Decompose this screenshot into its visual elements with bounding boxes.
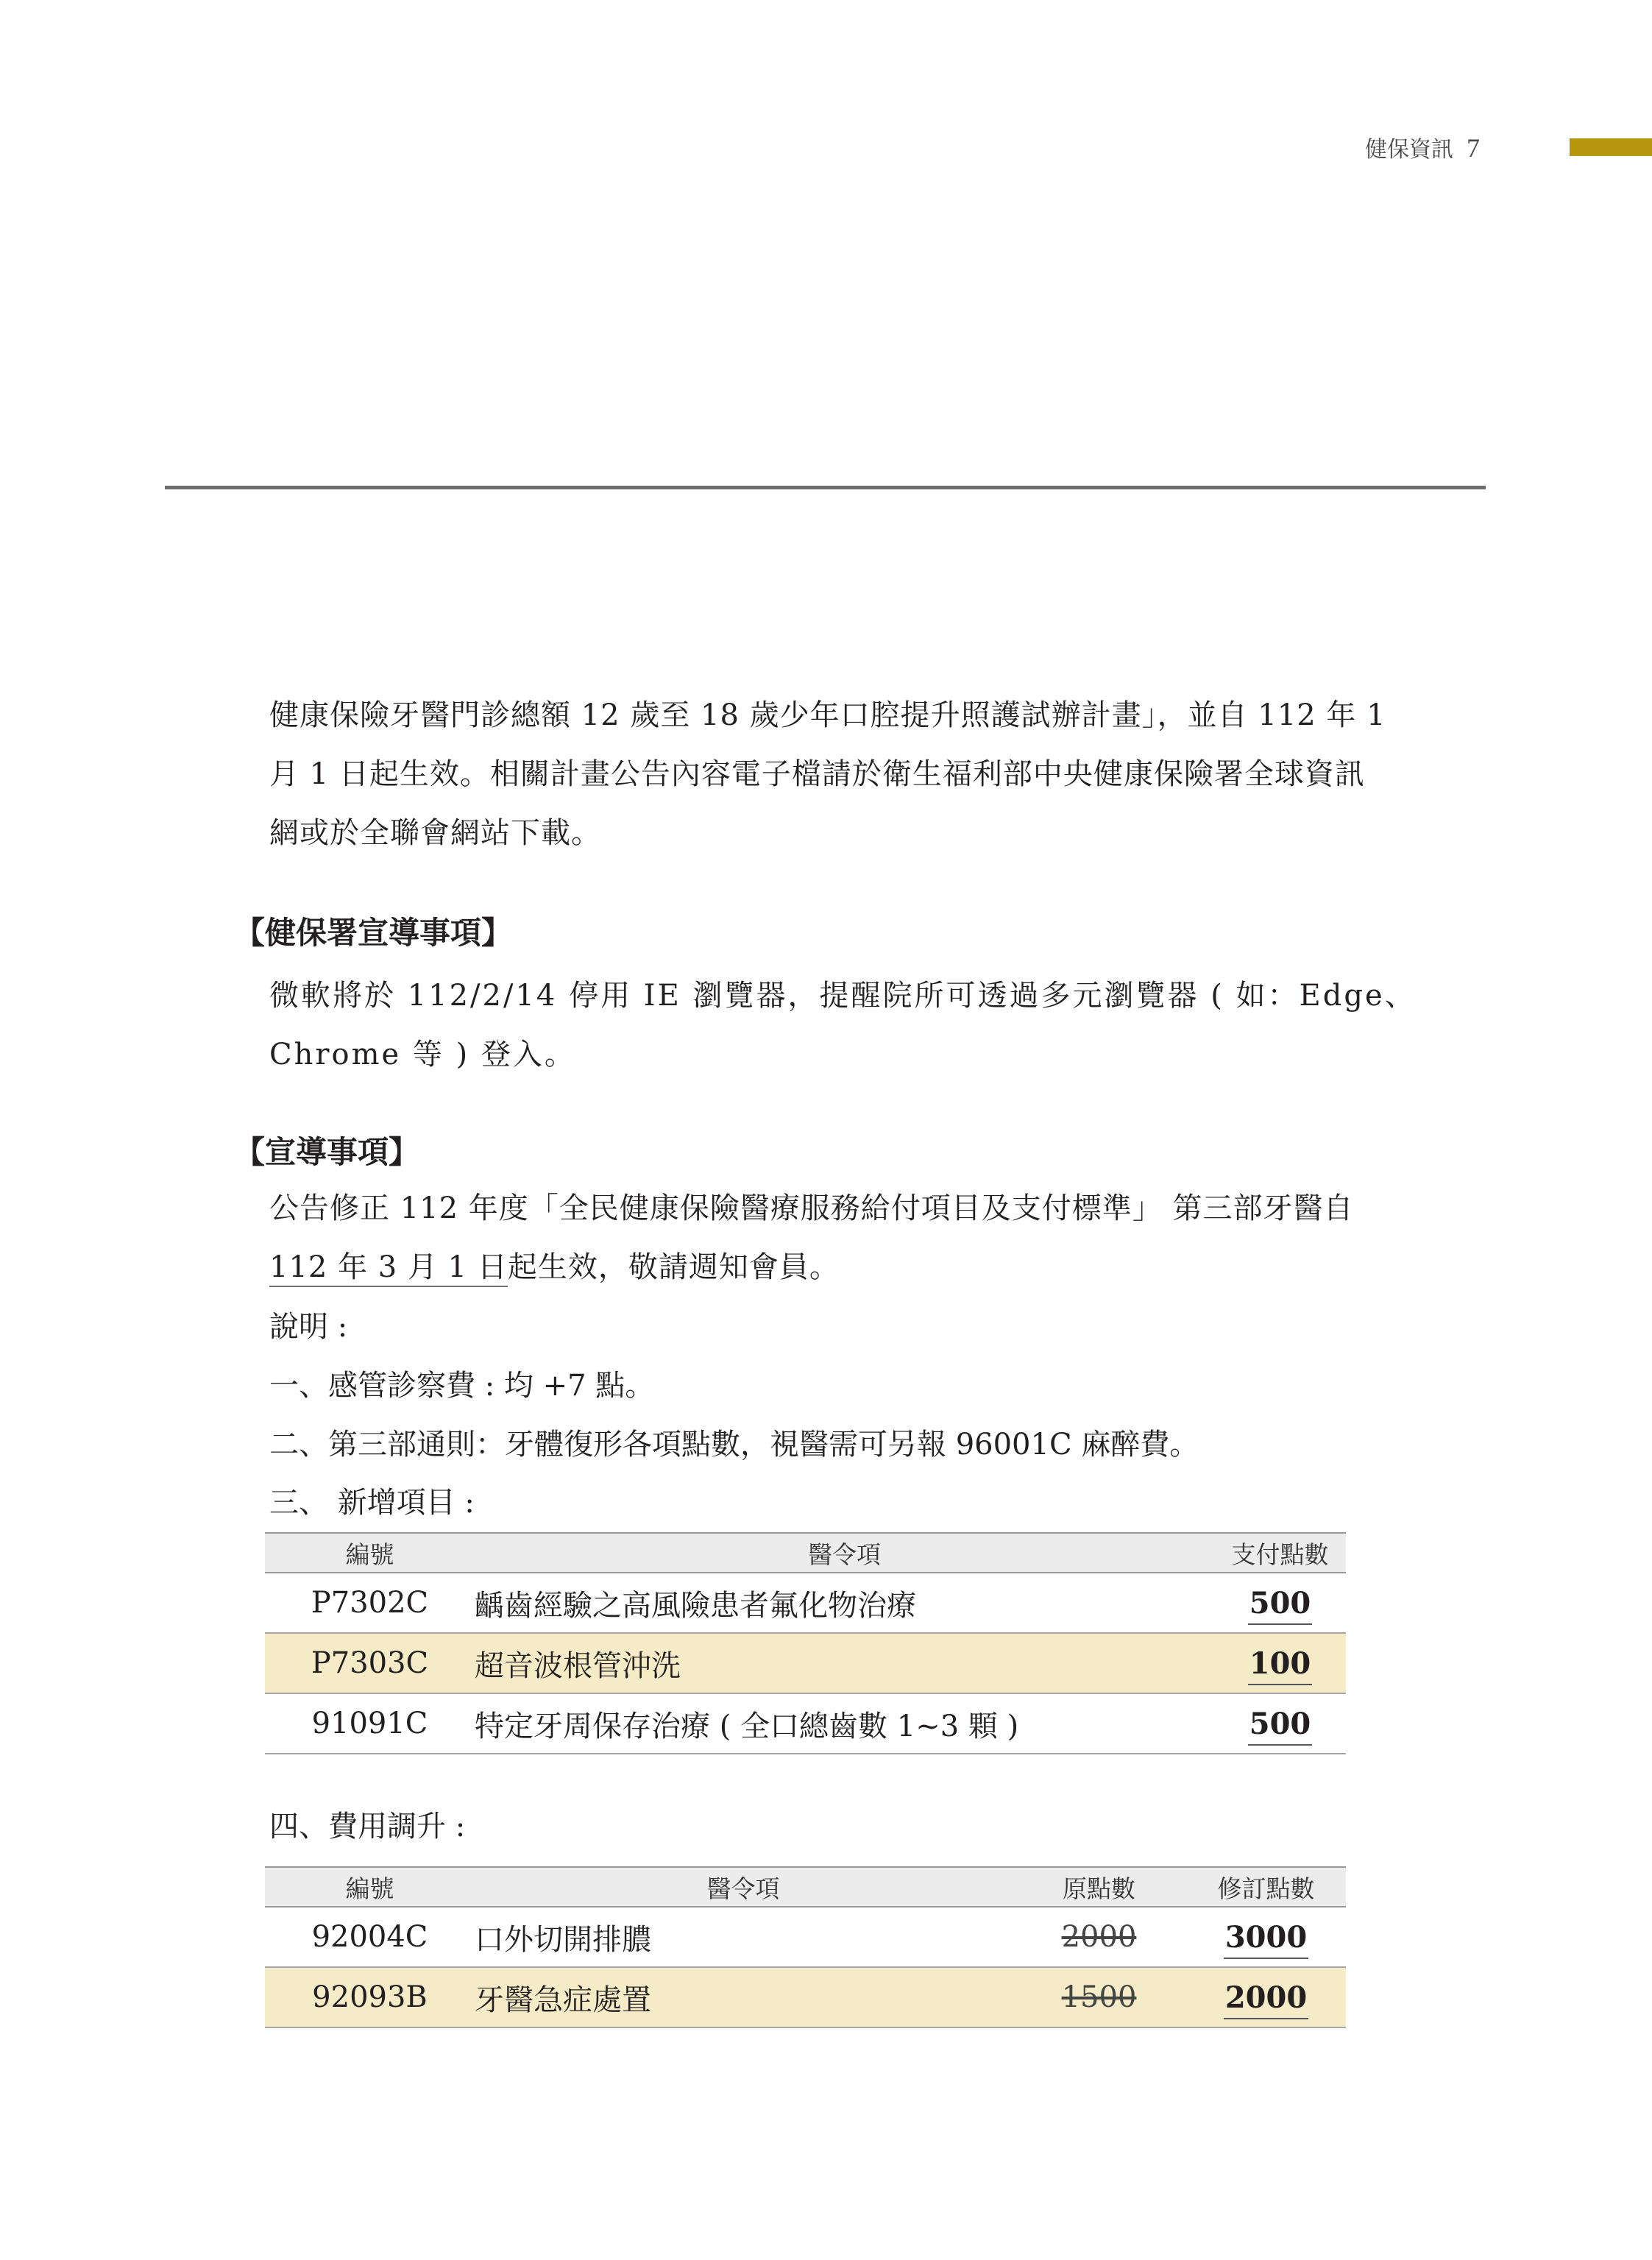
accent-bar xyxy=(1570,138,1652,156)
header-item: 醫令項 xyxy=(475,1533,1214,1573)
new-items-table xyxy=(265,1532,1346,1754)
table-header-row xyxy=(265,1533,1346,1573)
notice-line-1: 公告修正 112 年度「全民健康保險醫療服務給付項目及支付標準」 第三部牙醫自 xyxy=(269,1191,1354,1225)
page-number: 7 xyxy=(1467,133,1480,163)
header-code: 編號 xyxy=(265,1533,475,1573)
row-points: 500 xyxy=(1248,1586,1313,1625)
explain-item-2: 二、第三部通則：牙體復形各項點數，視醫需可另報 96001C 麻醉費。 xyxy=(269,1428,1199,1462)
table-row xyxy=(265,1573,1346,1633)
row-points: 500 xyxy=(1248,1707,1313,1746)
table-row xyxy=(265,1633,1346,1693)
nhi-notice-title: 【健保署宣導事項】 xyxy=(234,915,513,951)
row-code: 92093B xyxy=(265,1967,475,2027)
nhi-notice-line-2: Chrome 等 ) 登入。 xyxy=(269,1038,576,1071)
header-code: 編號 xyxy=(265,1867,475,1907)
header-new-points: 修訂點數 xyxy=(1186,1867,1346,1907)
notice-line-2: 起生效，敬請週知會員。 xyxy=(507,1250,840,1284)
row-new-points: 2000 xyxy=(1224,1980,1308,2019)
explain-item-4: 四、費用調升 : xyxy=(269,1810,466,1843)
effective-date: 112 年 3 月 1 日 xyxy=(269,1250,508,1287)
nhi-notice-paragraph xyxy=(269,966,1491,1084)
table-row xyxy=(265,1693,1346,1754)
row-code: P7302C xyxy=(265,1573,475,1633)
row-item: 口外切開排膿 xyxy=(475,1907,1012,1967)
row-item: 特定牙周保存治療 ( 全口總齒數 1~3 顆 ) xyxy=(475,1693,1214,1754)
header-item: 醫令項 xyxy=(475,1867,1012,1907)
section-name: 健保資訊 xyxy=(1365,137,1453,163)
row-item: 超音波根管沖洗 xyxy=(475,1633,1214,1693)
table-row xyxy=(265,1967,1346,2027)
running-header xyxy=(1365,130,1480,166)
intro-line-2: 月 1 日起生效。相關計畫公告內容電子檔請於衛生福利部中央健康保險署全球資訊 xyxy=(269,757,1365,791)
row-code: P7303C xyxy=(265,1633,475,1693)
row-old-points: 1500 xyxy=(1012,1967,1186,2027)
intro-line-3: 網或於全聯會網站下載。 xyxy=(269,816,601,850)
header-old-points: 原點數 xyxy=(1012,1867,1186,1907)
horizontal-rule xyxy=(165,486,1486,489)
row-item: 牙醫急症處置 xyxy=(475,1967,1012,2027)
row-new-points: 3000 xyxy=(1224,1920,1308,1959)
row-code: 92004C xyxy=(265,1907,475,1967)
intro-line-1: 健康保險牙醫門診總額 12 歲至 18 歲少年口腔提升照護試辦計畫」，並自 112 年 1 xyxy=(269,698,1386,732)
notice-title: 【宣導事項】 xyxy=(234,1134,420,1170)
row-old-points: 2000 xyxy=(1012,1907,1186,1967)
table-row xyxy=(265,1907,1346,1967)
row-item: 齲齒經驗之高風險患者氟化物治療 xyxy=(475,1573,1214,1633)
nhi-notice-line-1: 微軟將於 112/2/14 停用 IE 瀏覽器，提醒院所可透過多元瀏覽器 ( 如：Edge、 xyxy=(269,979,1417,1013)
row-points: 100 xyxy=(1248,1646,1313,1685)
header-points: 支付點數 xyxy=(1214,1533,1346,1573)
row-code: 91091C xyxy=(265,1693,475,1754)
notice-paragraph xyxy=(269,1179,1491,1297)
intro-paragraph xyxy=(269,686,1491,862)
explain-item-1: 一、感管診察費 : 均 +7 點。 xyxy=(269,1369,655,1403)
explain-item-3: 三、 新增項目 : xyxy=(269,1486,475,1520)
fee-increase-table xyxy=(265,1866,1346,2028)
explain-label: 說明 : xyxy=(269,1310,348,1344)
table-header-row xyxy=(265,1867,1346,1907)
